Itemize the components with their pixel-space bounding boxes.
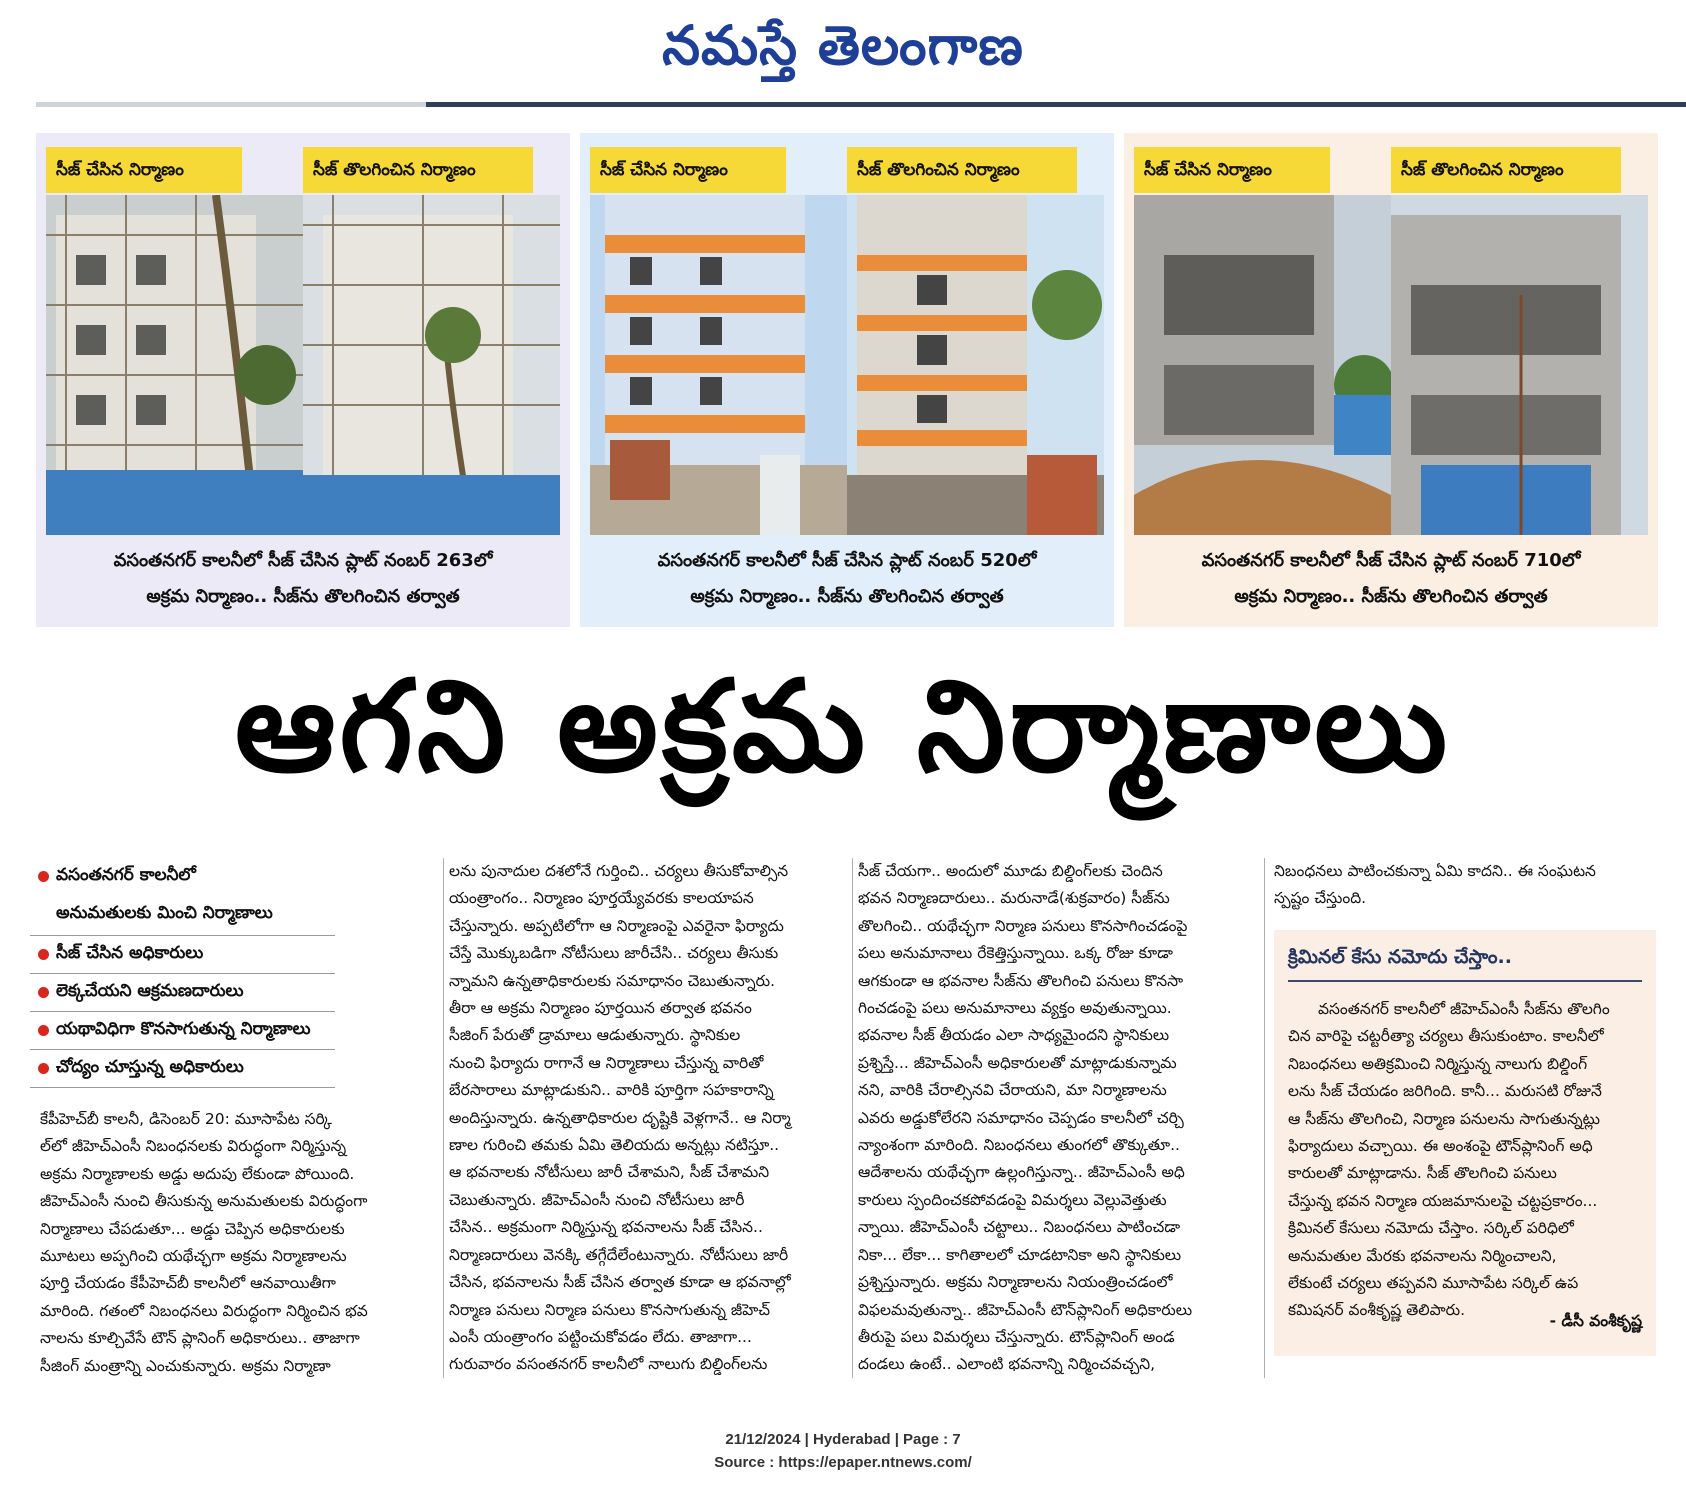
text-line: నుంచి ఫిర్యాదు రాగానే ఆ నిర్మాణాలు చేస్తున్న వారితో bbox=[449, 1053, 764, 1072]
tag-seal-removed-structure: సీజ్ తొలగించిన నిర్మాణం bbox=[847, 147, 1077, 193]
tag-seized-structure: సీజ్ చేసిన నిర్మాణం bbox=[1134, 147, 1330, 193]
text-line: న్నాయి. జీహెచ్ఎంసీ చట్టాలు.. నిబంధనలు పాటించడా bbox=[858, 1218, 1181, 1237]
text-line: గురువారం వసంతనగర్ కాలనీలో నాలుగు బిల్డింగ్‌లను bbox=[449, 1355, 768, 1374]
text-line: మూటలు అప్పగించి యథేచ్ఛగా అక్రమ నిర్మాణాలను bbox=[40, 1247, 347, 1266]
text-line: న్యాంశంగా మారింది. నిబంధనలు తుంగలో తొక్కుతూ.. bbox=[858, 1136, 1180, 1155]
highlight-text: చోద్యం చూస్తున్న అధికారులు bbox=[56, 1057, 244, 1077]
highlight-text: సీజ్ చేసిన అధికారులు bbox=[56, 943, 204, 963]
text-line: అక్రమ నిర్మాణాలకు అడ్డు అదుపు లేకుండా పోయింది. bbox=[40, 1164, 355, 1183]
text-line: ణాల గురించి తమకు ఏమి తెలియదు అన్నట్లు నటిస్తూ.. bbox=[449, 1136, 780, 1155]
newspaper-masthead: నమస్తే తెలంగాణ bbox=[662, 14, 1024, 77]
highlight-item bbox=[30, 1050, 335, 1088]
caption-line-1: వసంతనగర్ కాలనీలో సీజ్ చేసిన ప్లాట్ నంబర్ 710లో bbox=[1201, 550, 1581, 571]
article-column-2 bbox=[449, 858, 847, 1379]
caption-line-2: అక్రమ నిర్మాణం.. సీజ్‌ను తొలగించిన తర్వాత bbox=[146, 586, 460, 607]
text-line: దండలు ఉంటే.. ఎలాంటి భవనాన్ని నిర్మించవచ్చని, bbox=[858, 1355, 1156, 1374]
photo-unsealed-building-2 bbox=[847, 195, 1104, 535]
text-line: స్పష్టం చేస్తుంది. bbox=[1274, 889, 1367, 908]
text-line: చేసిన.. అక్రమంగా నిర్మిస్తున్న భవనాలను సీజ్ చేసిన.. bbox=[449, 1218, 763, 1237]
text-line: యంత్రాంగం.. నిర్మాణం పూర్తయ్యేవరకు కాలయాపన bbox=[449, 889, 754, 908]
photo-panel-1 bbox=[36, 133, 570, 627]
text-line: కేపీహెచ్‌బీ కాలనీ, డిసెంబర్ 20: మూసాపేట సర్కి bbox=[40, 1110, 332, 1128]
photo-caption bbox=[1124, 543, 1658, 615]
caption-line-2: అక్రమ నిర్మాణం.. సీజ్‌ను తొలగించిన తర్వాత bbox=[1234, 586, 1548, 607]
text-line: నికా... లేకా... కాగితాలలో చూడటానికా అని స్థానికులు bbox=[858, 1245, 1182, 1264]
text-line: కారులు స్పందించకపోవడంపై విమర్శలు వెల్లువెత్తుతు bbox=[858, 1190, 1167, 1209]
text-line: చేసిన, భవనాలను సీజ్ చేసిన తర్వాత కూడా ఆ భవనాల్లో bbox=[449, 1273, 791, 1292]
text-line: సీజింగ్ మంత్రాన్ని ఎంచుకున్నారు. అక్రమ నిర్మాణా bbox=[40, 1356, 331, 1375]
text-line: అందిస్తున్నారు. ఉన్నతాధికారుల దృష్టికి వెళ్లగానే.. ఆ నిర్మా bbox=[449, 1108, 791, 1127]
text-line: ఎవరు అడ్డుకోలేరని సమాధానం చెప్పడం కాలనీలో చర్చి bbox=[858, 1108, 1184, 1127]
article-column-3 bbox=[858, 858, 1256, 1379]
highlight-item bbox=[30, 936, 335, 974]
highlight-text: అనుమతులకు మించి నిర్మాణాలు bbox=[56, 903, 273, 923]
page-footer bbox=[0, 1428, 1686, 1474]
text-line: ఆ సీజ్‌ను తొలగించి, నిర్మాణ పనులను సాగుతున్నట్లు bbox=[1288, 1109, 1600, 1128]
text-line: లను పునాదుల దశలోనే గుర్తించి.. చర్యలు తీసుకోవాల్సిన bbox=[449, 862, 789, 880]
text-line: నిర్మాణదారులు వెనక్కి తగ్గేదేలేంటున్నారు. నోటీసులు జారీ bbox=[449, 1245, 789, 1264]
column-divider bbox=[443, 858, 444, 1378]
text-line: తీరా ఆ అక్రమ నిర్మాణం పూర్తయిన తర్వాత భవనం bbox=[449, 999, 752, 1018]
text-line: చేస్తే మొక్కుబడిగా నోటీసులు జారీచేసి.. చర్యలు తీసుకు bbox=[449, 944, 779, 963]
highlight-text: యథావిధిగా కొనసాగుతున్న నిర్మాణాలు bbox=[56, 1019, 311, 1039]
text-line: క్రిమినల్ కేసులు నమోదు చేస్తాం. సర్కిల్ పరిధిలో bbox=[1288, 1219, 1574, 1238]
text-line: జీహెచ్ఎంసీ నుంచి తీసుకున్న అనుమతులకు విరుద్ధంగా bbox=[40, 1192, 368, 1211]
text-line: గించడంపై పలు అనుమానాలు వ్యక్తం అవుతున్నాయి. bbox=[858, 999, 1172, 1018]
highlight-text: వసంతనగర్ కాలనీలో bbox=[56, 865, 196, 885]
bullet-dot-icon bbox=[38, 871, 49, 882]
text-line: తొలగించి.. యథేచ్ఛగా నిర్మాణ పనులు కొనసాగించడంపై bbox=[858, 916, 1188, 935]
highlight-item bbox=[30, 974, 335, 1012]
bullet-dot-icon bbox=[38, 1025, 49, 1036]
bullet-dot-icon bbox=[38, 949, 49, 960]
text-line: ల్‌లో జీహెచ్ఎంసీ నిబంధనలకు విరుద్ధంగా నిర్మిస్తున్న bbox=[40, 1137, 347, 1156]
text-line: ఆ భవనాలకు నోటీసులు జారీ చేశామని, సీజ్ చేశామని bbox=[449, 1163, 770, 1182]
photo-unsealed-building-1 bbox=[303, 195, 560, 535]
photo-unsealed-building-3 bbox=[1391, 195, 1648, 535]
highlight-item bbox=[30, 858, 335, 896]
text-line: నిబంధనలు పాటించకున్నా ఏమి కాదని.. ఈ సంఘటన bbox=[1274, 862, 1596, 880]
column-divider bbox=[852, 858, 853, 1378]
text-line: భవనాల సీజ్ తీయడం ఎలా సాధ్యమైందని స్థానికులు bbox=[858, 1026, 1170, 1045]
text-line: చేస్తున్న భవన నిర్మాణ యజమానులపై చట్టప్రకారం... bbox=[1288, 1191, 1598, 1210]
quote-signature: - డీసీ వంశీకృష్ణ bbox=[1549, 1312, 1642, 1330]
text-line: పలు అనుమానాలు రేకెత్తిస్తున్నాయి. ఒక్క రోజు కూడా bbox=[858, 944, 1173, 963]
caption-line-1: వసంతనగర్ కాలనీలో సీజ్ చేసిన ప్లాట్ నంబర్ 520లో bbox=[657, 550, 1037, 571]
text-line: నాలను కూల్చివేసే టౌన్ ప్లానింగ్ అధికారులు.. తాజాగా bbox=[40, 1329, 360, 1348]
footer-date-location: 21/12/2024 | Hyderabad | Page : 7 bbox=[725, 1431, 961, 1448]
text-line: నిర్మాణ పనులు నిర్మాణ పనులు కొనసాగుతున్న జీహెచ్ bbox=[449, 1300, 771, 1319]
footer-source: Source : https://epaper.ntnews.com/ bbox=[714, 1454, 972, 1471]
photo-caption bbox=[36, 543, 570, 615]
photo-seized-building-2 bbox=[590, 195, 847, 535]
photo-caption bbox=[580, 543, 1114, 615]
text-line: లేకుంటే చర్యలు తప్పవని మూసాపేట సర్కిల్ ఉప bbox=[1288, 1274, 1579, 1293]
highlights-list bbox=[30, 858, 335, 1088]
text-line: భవన నిర్మాణదారులు.. మరునాడే(శుక్రవారం) సీజ్‌ను bbox=[858, 889, 1170, 908]
text-line: తీరుపై పలు విమర్శలు చేస్తున్నారు. టౌన్‌ప్లానింగ్ అండ bbox=[858, 1327, 1175, 1346]
caption-line-1: వసంతనగర్ కాలనీలో సీజ్ చేసిన ప్లాట్ నంబర్ 263లో bbox=[113, 550, 493, 571]
tag-seal-removed-structure: సీజ్ తొలగించిన నిర్మాణం bbox=[303, 147, 533, 193]
photo-panel-3 bbox=[1124, 133, 1658, 627]
text-line: విఫలమవుతున్నా.. జీహెచ్ఎంసీ టౌన్‌ప్లానింగ్ అధికారులు bbox=[858, 1300, 1193, 1319]
text-line: ప్రశ్నిస్తున్నారు. అక్రమ నిర్మాణాలను నియంత్రించడంలో bbox=[858, 1273, 1173, 1292]
column-divider bbox=[1264, 858, 1265, 1378]
text-line: సీజింగ్ పేరుతో డ్రామాలు ఆడుతున్నారు. స్థానికుల bbox=[449, 1026, 741, 1045]
photo-seized-building-3 bbox=[1134, 195, 1391, 535]
bullet-dot-icon bbox=[38, 987, 49, 998]
masthead-rule-dark bbox=[426, 102, 1686, 107]
text-line: కారులతో మాట్లాడాను. సీజ్ తొలగించి పనులు bbox=[1288, 1164, 1557, 1183]
article-column-4 bbox=[1274, 858, 1654, 913]
text-line: లను సీజ్ చేయడం జరిగింది. కానీ... మరుసటి రోజునే bbox=[1288, 1082, 1602, 1101]
text-line: న్నామని ఉన్నతాధికారులకు సమాధానం చెబుతున్నారు. bbox=[449, 971, 776, 990]
text-line: అనుమతుల మేరకు భవనాలను నిర్మించాలని, bbox=[1288, 1246, 1557, 1265]
text-line: చెబుతున్నారు. జీహెచ్ఎంసీ నుంచి నోటీసులు జారీ bbox=[449, 1190, 745, 1209]
photo-panel-2 bbox=[580, 133, 1114, 627]
text-line: పూర్తి చేయడం కేపీహెచ్‌బీ కాలనీలో ఆనవాయితీగా bbox=[40, 1274, 336, 1293]
article-headline: ఆగని అక్రమ నిర్మాణాలు bbox=[234, 653, 1452, 800]
text-line: సీజ్ చేయగా.. అందులో మూడు బిల్డింగ్‌లకు చెందిన bbox=[858, 862, 1163, 880]
caption-line-2: అక్రమ నిర్మాణం.. సీజ్‌ను తొలగించిన తర్వాత bbox=[690, 586, 1004, 607]
text-line: చిన వారిపై చట్టరీత్యా చర్యలు తీసుకుంటాం. కాలనీలో bbox=[1288, 1027, 1604, 1046]
official-quote-box bbox=[1274, 930, 1656, 1356]
text-line: చేస్తున్నారు. అప్పటిలోగా ఆ నిర్మాణంపై ఎవరైనా ఫిర్యాదు bbox=[449, 916, 784, 935]
masthead-rule-light bbox=[36, 102, 426, 107]
bullet-dot-icon bbox=[38, 1063, 49, 1074]
quote-box-rule bbox=[1288, 980, 1642, 982]
text-line: నిర్మాణాలు చేపడుతూ... అడ్డు చెప్పిన అధికారులకు bbox=[40, 1219, 345, 1238]
highlight-item bbox=[30, 896, 335, 936]
text-line: బేరసారాలు మాట్లాడుకుని.. వారికి పూర్తిగా సహకారాన్ని bbox=[449, 1081, 774, 1100]
highlight-text: లెక్కచేయని ఆక్రమణదారులు bbox=[56, 981, 244, 1001]
text-line: ఆదేశాలను యథేచ్ఛగా ఉల్లంగిస్తున్నా.. జీహెచ్ఎంసీ అధి bbox=[858, 1163, 1185, 1182]
text-line: ప్రశ్నిస్తే... జీహెచ్ఎంసీ అధికారులతో మాట్లాడుకున్నామ bbox=[858, 1053, 1177, 1072]
article-column-1 bbox=[40, 1106, 438, 1380]
text-line: ఎంసీ యంత్రాంగం పట్టించుకోవడం లేదు. తాజాగా... bbox=[449, 1327, 752, 1346]
tag-seal-removed-structure: సీజ్ తొలగించిన నిర్మాణం bbox=[1391, 147, 1621, 193]
text-line: వసంతనగర్ కాలనీలో జీహెచ్ఎంసీ సీజ్‌ను తొలగిం bbox=[1318, 1000, 1610, 1018]
quote-box-title: క్రిమినల్ కేసు నమోదు చేస్తాం.. bbox=[1288, 946, 1512, 968]
text-line: కమిషనర్ వంశీకృష్ణ తెలిపారు. bbox=[1288, 1301, 1466, 1320]
text-line: ఆగకుండా ఆ భవనాల సీజ్‌ను తొలగించి పనులు కొనసా bbox=[858, 971, 1184, 990]
tag-seized-structure: సీజ్ చేసిన నిర్మాణం bbox=[46, 147, 242, 193]
text-line: నని, వారికి చేరాల్సినవి చేరాయని, మా నిర్మాణాలను bbox=[858, 1081, 1167, 1100]
photo-seized-building-1 bbox=[46, 195, 303, 535]
quote-box-body bbox=[1288, 996, 1642, 1325]
text-line: ఫిర్యాదులు వచ్చాయి. ఈ అంశంపై టౌన్‌ప్లానింగ్ అధి bbox=[1288, 1137, 1593, 1156]
tag-seized-structure: సీజ్ చేసిన నిర్మాణం bbox=[590, 147, 786, 193]
text-line: మారింది. గతంలో నిబంధనలు విరుద్ధంగా నిర్మించిన భవ bbox=[40, 1301, 368, 1320]
text-line: నిబంధనలు అతిక్రమించి నిర్మిస్తున్న నాలుగు బిల్డింగ్ bbox=[1288, 1054, 1588, 1073]
highlight-item bbox=[30, 1012, 335, 1050]
